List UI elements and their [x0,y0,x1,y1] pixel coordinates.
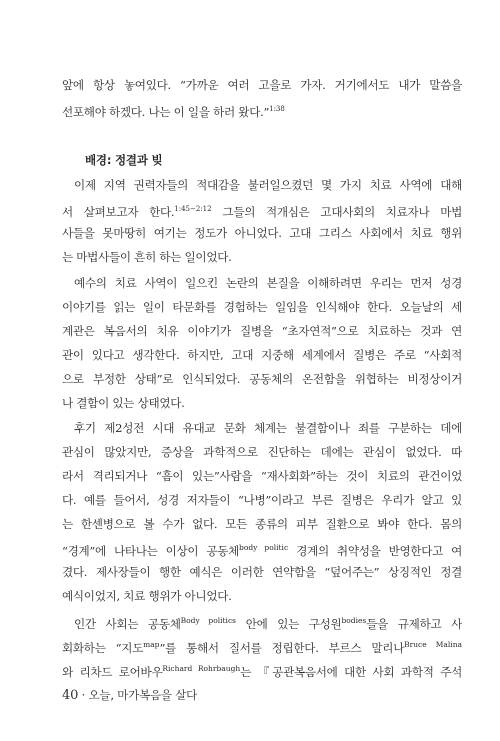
section-heading: 배경: 정결과 빚 [85,153,163,167]
english-term: bodies [341,616,367,625]
p3-line-6 [62,540,462,559]
verse-reference: 1:45−2:12 [174,205,212,213]
p3-line-4: 다. 예를 들어서, 성경 저자들이 “나병”이라고 부른 질병은 우리가 알고 있 [62,493,462,507]
p4-line-1-a: 인간 사회는 공동체 [74,616,181,631]
p4-line-2-b: ”를 통해서 질서를 정립한다. 부르스 말리나 [159,640,405,655]
p3-line-2: 관심이 많았지만, 증상을 과학적으로 진단하는 데에는 관심이 없었다. 따 [62,445,462,459]
page-footer [62,687,197,703]
book-title: 오늘, 마가복음을 살다 [88,688,198,702]
p2-line-6: 나 결함이 있는 상태였다. [62,396,185,410]
p2-line-3: 계관은 복음서의 치유 이야기가 질병을 “초자연적”으로 치료하는 것과 연 [62,324,462,338]
p1-line-3: 사들을 못마땅히 여기는 정도가 아니었다. 고대 그리스 사회에서 치료 행위 [62,226,462,240]
p3-line-6-b: 경계의 취약성을 반영한다고 여 [288,543,462,558]
p2-line-5: 으로 부정한 상태”로 인식되었다. 공동체의 온전함을 위협하는 비정상이거 [62,372,462,386]
p1-line-2 [62,201,462,220]
p4-line-3 [62,661,462,680]
p1-line-4: 는 마법사들이 흔히 하는 일이었다. [62,250,232,264]
english-term: Richard Rohrbaugh [162,664,241,673]
verse-reference: 1:38 [269,105,285,113]
p4-line-2-a: 회화하는 “지도 [62,640,144,655]
p4-line-2 [62,637,462,656]
p4-line-3-a: 와 리차드 로어바우 [62,664,163,679]
p4-line-3-b: 는 『공관복음서에 대한 사회 과학적 주석 [240,664,462,679]
p3-line-3: 라서 격리되거나 “흠이 있는”사람을 “재사회화”하는 것이 치료의 관건이었 [62,469,462,483]
p4-line-1-c: 들을 규제하고 사 [366,616,462,631]
p1-line-2-b: 그들의 적개심은 고대사회의 치료자나 마법 [211,204,463,219]
p4-line-1 [74,613,462,632]
intro-line-2 [62,101,462,120]
intro-line-2-text: 선포해야 하겠다. 나는 이 일을 하러 왔다.” [62,104,270,119]
p2-line-2: 이야기를 읽는 일이 타문화를 경험하는 일임을 인식해야 한다. 오늘날의 세 [62,300,462,314]
p2-line-4: 관이 있다고 생각한다. 하지만, 고대 지중해 세계에서 질병은 주로 “사회적 [62,348,462,362]
english-term: body politic [239,543,289,552]
p4-line-1-b: 안에 있는 구성원 [236,616,342,631]
english-term: Body politics [180,616,236,625]
p1-line-2-a: 서 살펴보고자 한다. [62,204,175,219]
p3-line-5: 는 한센병으로 볼 수가 없다. 모든 종류의 피부 질환으로 봐야 한다. 몸의 [62,517,462,531]
p3-line-7: 겼다. 제사장들이 행한 예식은 이러한 연약함을 “덮어주는” 상징적인 정결 [62,565,462,579]
p3-line-6-a: “경계”에 나타나는 이상이 공동체 [62,543,240,558]
english-term: map [143,640,160,649]
intro-line-1: 앞에 항상 놓여있다. “가까운 여러 고을로 가자. 거기에서도 내가 말씀을 [62,78,462,92]
p3-line-1: 후기 제2성전 시대 유대교 문화 체계는 불결함이나 죄를 구분하는 데에 [74,421,462,435]
english-term: Bruce Malina [404,640,463,649]
footer-separator: · [78,688,89,702]
p2-line-1: 예수의 치료 사역이 일으킨 논란의 본질을 이해하려면 우리는 먼저 성경 [74,276,462,290]
p1-line-1: 이제 지역 권력자들의 적대감을 불러일으켰던 몇 가지 치료 사역에 대해 [74,178,462,192]
page-number: 40 [62,688,79,703]
p3-line-8: 예식이었지, 치료 행위가 아니었다. [62,589,232,603]
